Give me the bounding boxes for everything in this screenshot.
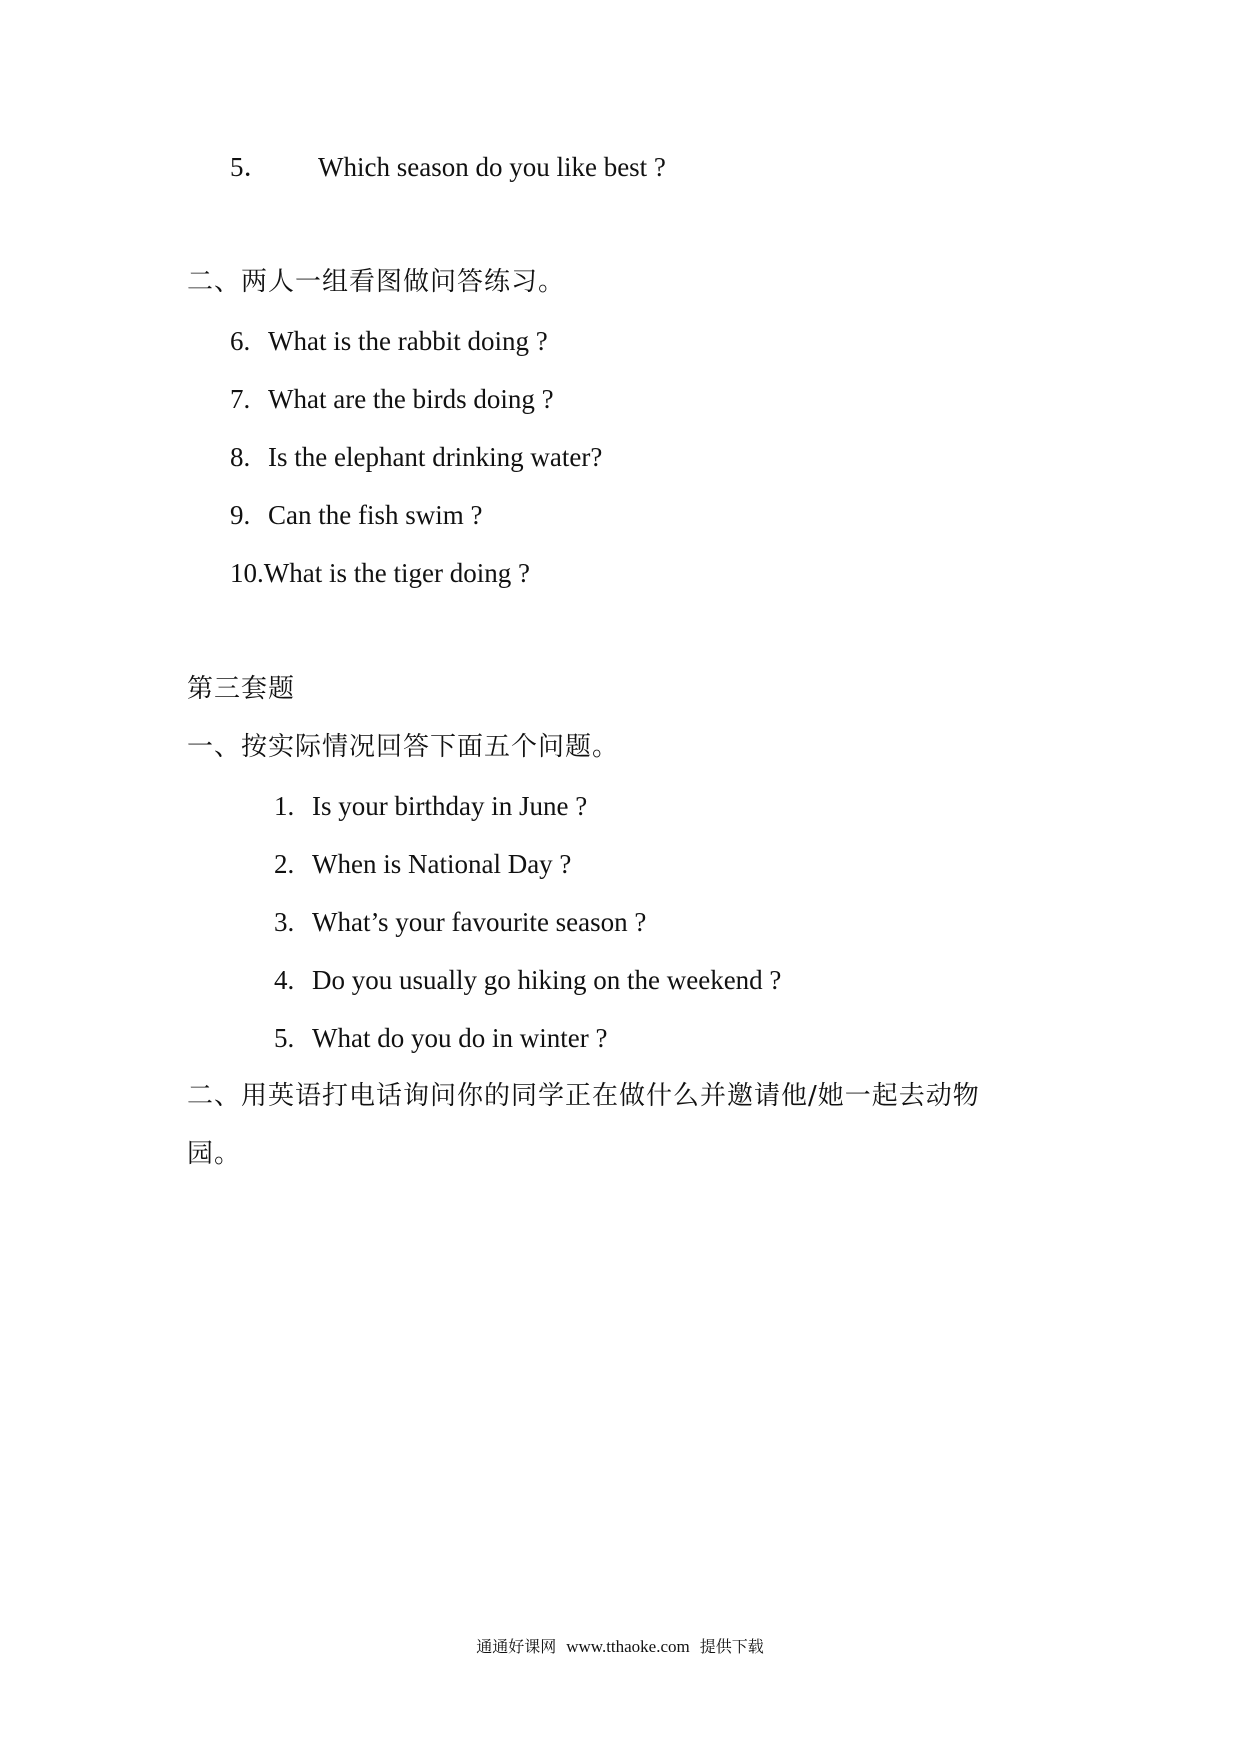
question-item bbox=[274, 847, 571, 881]
question-text: Is your birthday in June ? bbox=[312, 791, 588, 821]
section-heading: 二、两人一组看图做问答练习。 bbox=[187, 267, 566, 297]
question-number: 7. bbox=[230, 384, 251, 414]
question-item bbox=[274, 1021, 607, 1055]
page-footer bbox=[0, 1636, 1240, 1658]
section-heading-continuation: 园。 bbox=[187, 1139, 242, 1169]
question-text: Do you usually go hiking on the weekend ? bbox=[312, 965, 782, 995]
question-text: When is National Day ? bbox=[312, 849, 572, 879]
set-title: 第三套题 bbox=[187, 674, 296, 704]
question-text: What is the rabbit doing ? bbox=[268, 326, 548, 356]
question-text: Can the fish swim ? bbox=[268, 500, 483, 530]
question-number: 9. bbox=[230, 500, 251, 530]
question-number: 5． bbox=[230, 152, 271, 182]
question-number: 5. bbox=[274, 1023, 295, 1053]
question-item bbox=[274, 963, 781, 997]
section-heading: 二、用英语打电话询问你的同学正在做什么并邀请他/她一起去动物 bbox=[187, 1081, 980, 1111]
section-heading: 一、按实际情况回答下面五个问题。 bbox=[187, 732, 620, 762]
question-item bbox=[230, 498, 482, 532]
question-text: What are the birds doing ? bbox=[268, 384, 554, 414]
question-text: What do you do in winter ? bbox=[312, 1023, 608, 1053]
footer-site-name: 通通好课网 bbox=[476, 1637, 557, 1656]
question-text: What is the tiger doing ? bbox=[263, 558, 530, 588]
question-number: 3. bbox=[274, 907, 295, 937]
question-item bbox=[230, 556, 530, 590]
footer-suffix: 提供下载 bbox=[699, 1637, 764, 1656]
question-item bbox=[274, 789, 587, 823]
question-text: Which season do you like best ? bbox=[318, 152, 666, 182]
question-item bbox=[230, 382, 554, 416]
question-item bbox=[274, 905, 646, 939]
question-text: Is the elephant drinking water? bbox=[268, 442, 603, 472]
question-item bbox=[230, 324, 548, 358]
question-number: 2. bbox=[274, 849, 295, 879]
question-number: 4. bbox=[274, 965, 295, 995]
question-number: 6. bbox=[230, 326, 251, 356]
footer-url: www.tthaoke.com bbox=[566, 1637, 690, 1656]
question-prev-5 bbox=[230, 150, 666, 184]
question-number: 8. bbox=[230, 442, 251, 472]
question-text: What’s your favourite season ? bbox=[312, 907, 647, 937]
question-item bbox=[230, 440, 602, 474]
question-number: 1. bbox=[274, 791, 295, 821]
question-number: 10. bbox=[230, 558, 264, 588]
